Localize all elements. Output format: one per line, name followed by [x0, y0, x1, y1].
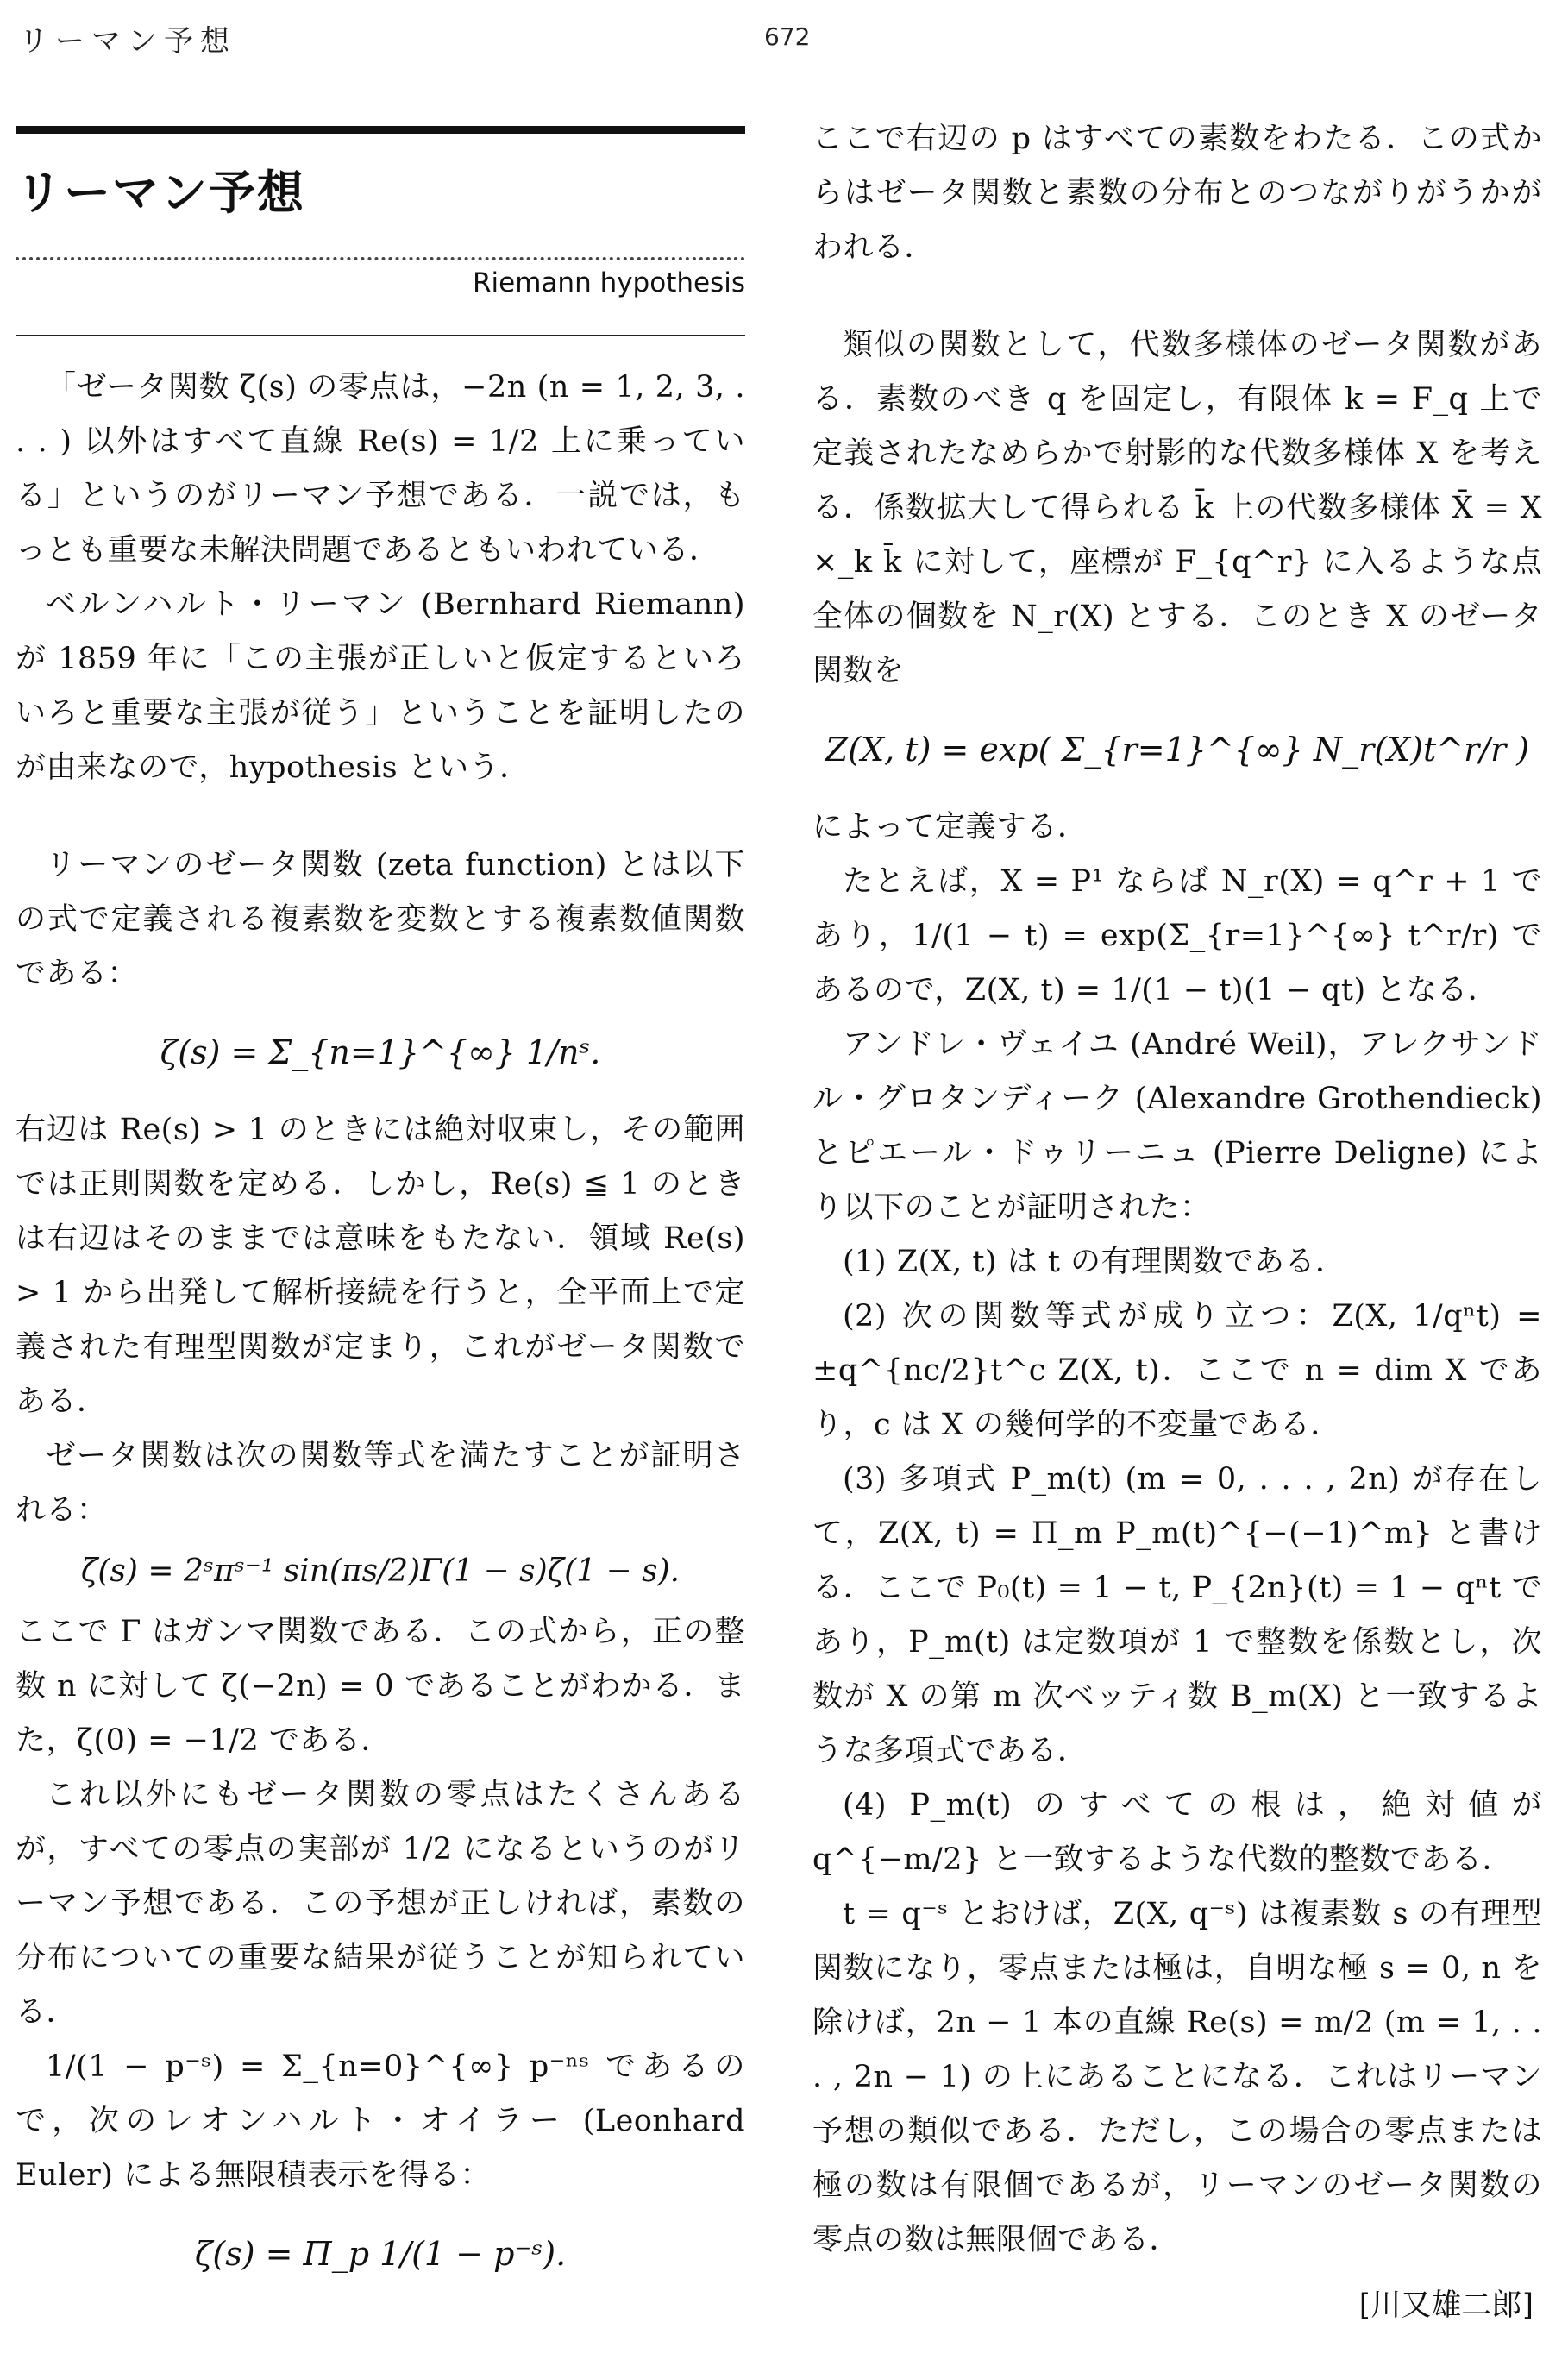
- title-rule: [16, 126, 745, 134]
- paragraph-defined: によって定義する．: [812, 810, 1088, 844]
- list-item-3: (3) 多項式 P_m(t) (m = 0, . . . , 2n) が存在して，Z(X, t) = Π_m P_m(t)^{−(−1)^m} と書ける．ここで P₀(t) = 1 − t, P_{2n}(t) = 1 − qⁿt であり，P_m(t) は定数項が 1 で整数を係数とし，次数が X の第 m 次ベッティ数 B_m(X) と一致するような多項式である．: [812, 1462, 1542, 1768]
- running-title: リーマン予想: [19, 24, 236, 59]
- paragraph-zeta-definition: リーマンのゼータ関数 (zeta function) とは以下の式で定義される複素数を変数とする複素数値関数である：: [16, 848, 745, 991]
- entry-title: リーマン予想: [16, 165, 305, 220]
- paragraph-gap: [16, 795, 745, 838]
- paragraph-gap: [812, 275, 1542, 318]
- page-number: 672: [764, 22, 811, 51]
- left-column: [16, 126, 745, 2305]
- paragraph-history: ベルンハルト・リーマン (Bernhard Riemann) が 1859 年に「この主張が正しいと仮定するといろいろと重要な主張が従う」ということを証明したのが由来なので，hypothesis という．: [16, 587, 745, 785]
- list-item-2: (2) 次の関数等式が成り立つ：Z(X, 1/qⁿt) = ±q^{nc/2}t^c Z(X, t)．ここで n = dim X であり，c は X の幾何学的不変量である．: [812, 1299, 1542, 1442]
- paragraph-primes: ここで右辺の p はすべての素数をわたる．この式からはゼータ関数と素数の分布とのつながりがうかがわれる．: [812, 122, 1542, 265]
- paragraph-convergence: 右辺は Re(s) > 1 のときには絶対収束し，その範囲では正則関数を定める．しかし，Re(s) ≦ 1 のときは右辺はそのままでは意味をもたない．領域 Re(s) > 1 から出発して解析接続を行うと，全平面上で定義された有理型関数が定まり，これがゼータ関数である．: [16, 1113, 745, 1419]
- equation-zeta-series: ζ(s) = Σ_{n=1}^{∞} 1/nˢ.: [160, 1033, 601, 1071]
- english-title: Riemann hypothesis: [473, 267, 745, 298]
- equation-variety-zeta: Z(X, t) = exp( Σ_{r=1}^{∞} N_r(X)t^r/r ): [825, 731, 1530, 769]
- paragraph-euler: 1/(1 − p⁻ˢ) = Σ_{n=0}^{∞} p⁻ⁿˢ であるので，次のレオンハルト・オイラー (Leonhard Euler) による無限積表示を得る：: [16, 2049, 745, 2193]
- paragraph-gamma: ここで Γ はガンマ関数である．この式から，正の整数 n に対して ζ(−2n) = 0 であることがわかる．また，ζ(0) = −1/2 である．: [16, 1615, 745, 1758]
- list-item-4: (4) P_m(t) のすべての根は，絶対値が q^{−m/2} と一致するような代数的整数である．: [812, 1788, 1542, 1877]
- paragraph-analogy: t = q⁻ˢ とおけば，Z(X, q⁻ˢ) は複素数 s の有理型関数になり，零点または極は，自明な極 s = 0, n を除けば，2n − 1 本の直線 Re(s) = m/2 (m = 1, . . . , 2n − 1) の上にあることになる．これはリーマン予想の類似である．ただし，この場合の零点または極の数は有限個であるが，リーマンのゼータ関数の零点の数は無限個である．: [812, 1897, 1542, 2257]
- header-divider: [16, 335, 745, 336]
- paragraph-functional-equation-intro: ゼータ関数は次の関数等式を満たすことが証明される：: [16, 1439, 745, 1528]
- paragraph-zeros: これ以外にもゼータ関数の零点はたくさんあるが，すべての零点の実部が 1/2 になるというのがリーマン予想である．この予想が正しければ，素数の分布についての重要な結果が従うことが知られている．: [16, 1778, 745, 2030]
- paragraph-variety-zeta: 類似の関数として，代数多様体のゼータ関数がある．素数のべき q を固定し，有限体 k = F_q 上で定義されたなめらかで射影的な代数多様体 X を考える．係数拡大して得られる k̄ 上の代数多様体 X̄ = X ×_k k̄ に対して，座標が F_{q^r} に入るような点全体の個数を N_r(X) とする．このとき X のゼータ関数を: [812, 328, 1542, 688]
- paragraph-definition-of-hypothesis: 「ゼータ関数 ζ(s) の零点は，−2n (n = 1, 2, 3, . . . ) 以外はすべて直線 Re(s) = 1/2 上に乗っている」というのがリーマン予想である．一説では，もっとも重要な未解決問題であるともいわれている．: [16, 370, 745, 568]
- equation-functional: ζ(s) = 2ˢπˢ⁻¹ sin(πs/2)Γ(1 − s)ζ(1 − s).: [80, 1553, 681, 1589]
- author-signature: [川又雄二郎]: [1358, 2288, 1534, 2323]
- list-item-1: (1) Z(X, t) は t の有理関数である．: [843, 1245, 1346, 1279]
- paragraph-example: たとえば，X = P¹ ならば N_r(X) = q^r + 1 であり，1/(1 − t) = exp(Σ_{r=1}^{∞} t^r/r) であるので，Z(X, t) = 1/(1 − t)(1 − qt) となる．: [812, 864, 1542, 1007]
- dotted-leader: [16, 257, 745, 260]
- right-column: [812, 112, 1542, 2325]
- equation-euler-product: ζ(s) = Π_p 1/(1 − p⁻ˢ).: [194, 2235, 567, 2273]
- paragraph-weil: アンドレ・ヴェイユ (André Weil)，アレクサンドル・グロタンディーク (Alexandre Grothendieck) とピエール・ドゥリーニュ (Pierre Deligne) により以下のことが証明された：: [812, 1027, 1542, 1225]
